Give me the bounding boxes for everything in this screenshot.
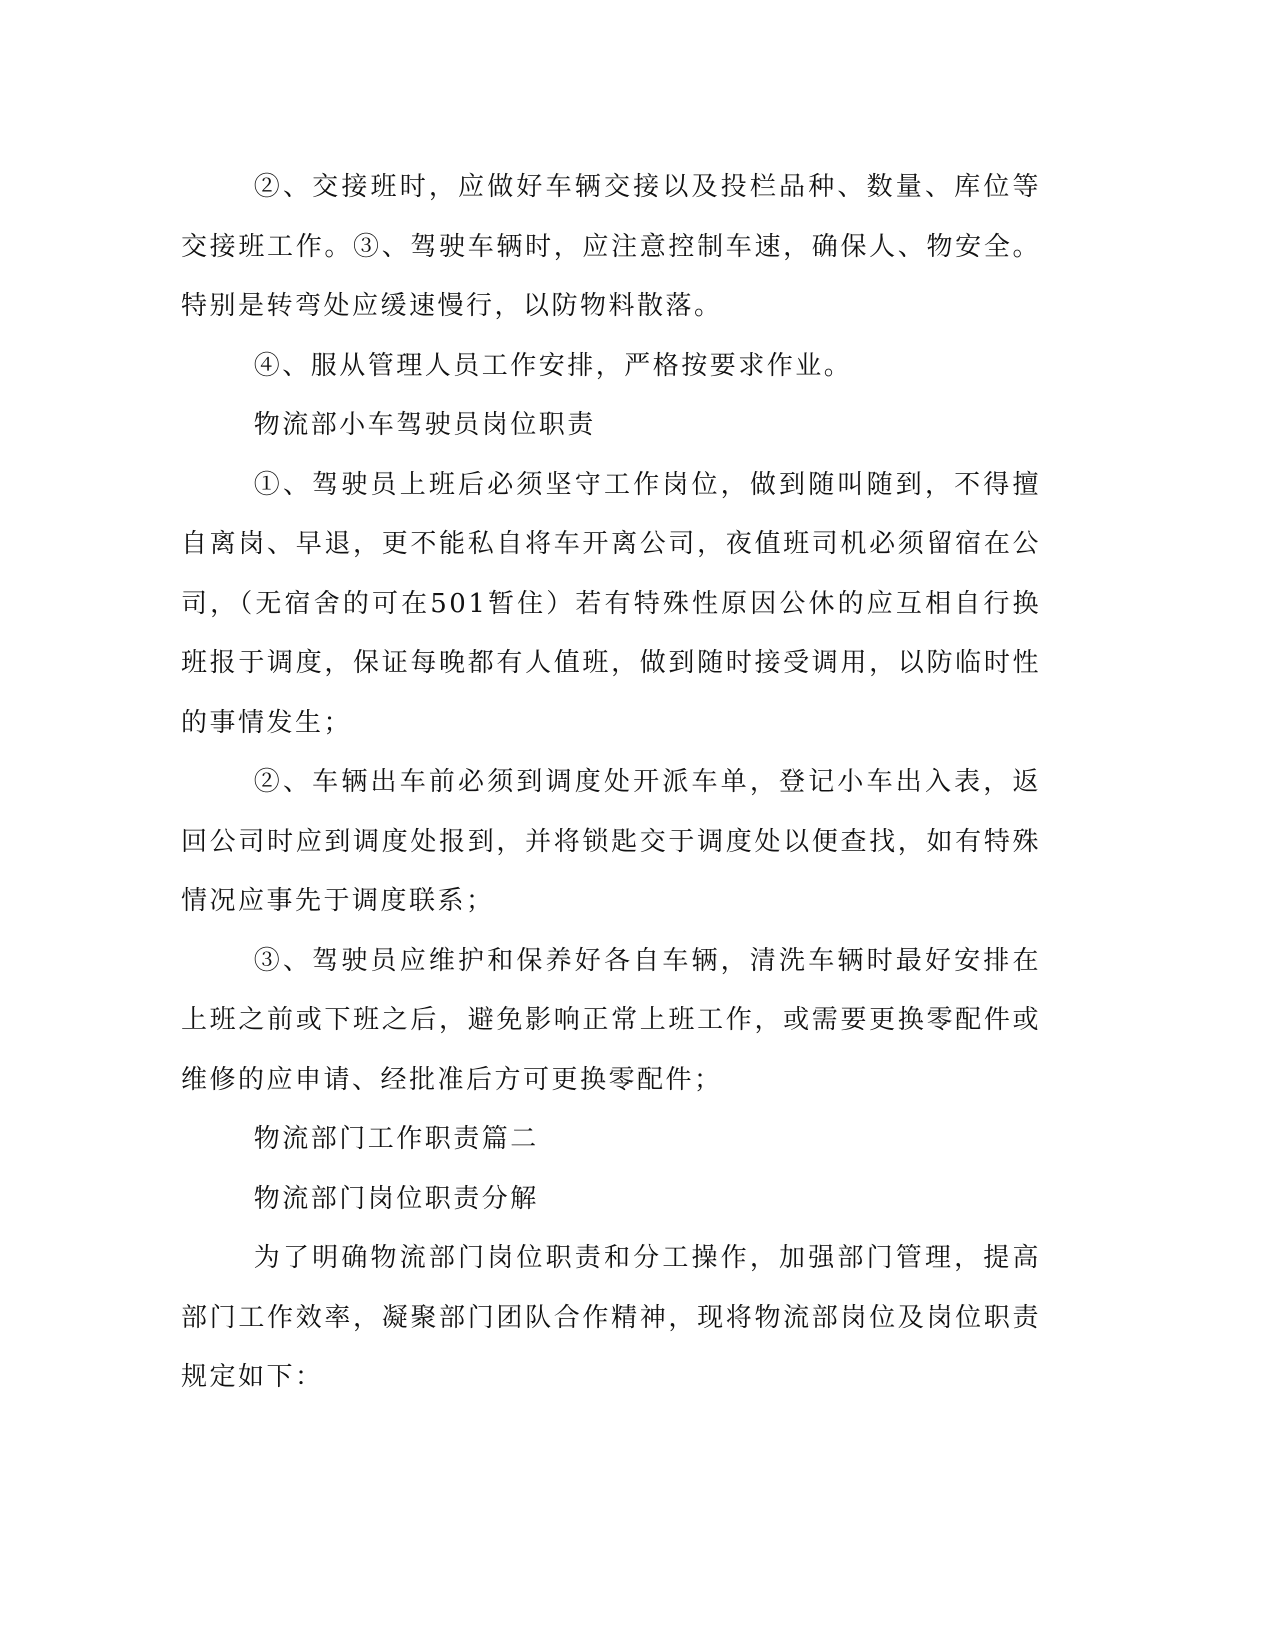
paragraph-driver-stay-on-duty: ①、驾驶员上班后必须坚守工作岗位，做到随叫随到，不得擅自离岗、早退，更不能私自将车开离公司，夜值班司机必须留宿在公司，（无宿舍的可在501暂住）若有特殊性原因公休的应互相自行换班报于调度，保证每晚都有人值班，做到随时接受调用，以防临时性的事情发生； [181,469,1041,738]
paragraph-dispatch-procedure: ②、车辆出车前必须到调度处开派车单，登记小车出入表，返回公司时应到调度处报到，并将锁匙交于调度处以便查找，如有特殊情况应事先于调度联系； [181,767,1041,916]
paragraph-vehicle-maintenance: ③、驾驶员应维护和保养好各自车辆，清洗车辆时最好安排在上班之前或下班之后，避免影响正常上班工作，或需要更换零配件或维修的应申请、经批准后方可更换零配件； [181,945,1041,1095]
section-heading-duty-breakdown: 物流部门岗位职责分解 [253,1183,539,1214]
paragraph-obey-management: ④、服从管理人员工作安排，严格按要求作业。 [253,350,853,381]
paragraph-introduction: 为了明确物流部门岗位职责和分工操作，加强部门管理，提高部门工作效率，凝聚部门团队合作精神，现将物流部岗位及岗位职责规定如下： [181,1243,1041,1392]
section-heading-part-two: 物流部门工作职责篇二 [253,1124,539,1154]
paragraph-handover-and-driving: ②、交接班时，应做好车辆交接以及投栏品种、数量、库位等交接班工作。③、驾驶车辆时，应注意控制车速，确保人、物安全。特别是转弯处应缓速慢行，以防物料散落。 [181,172,1041,321]
section-heading-car-driver-duties: 物流部小车驾驶员岗位职责 [253,410,596,440]
document-body [181,158,1041,1408]
